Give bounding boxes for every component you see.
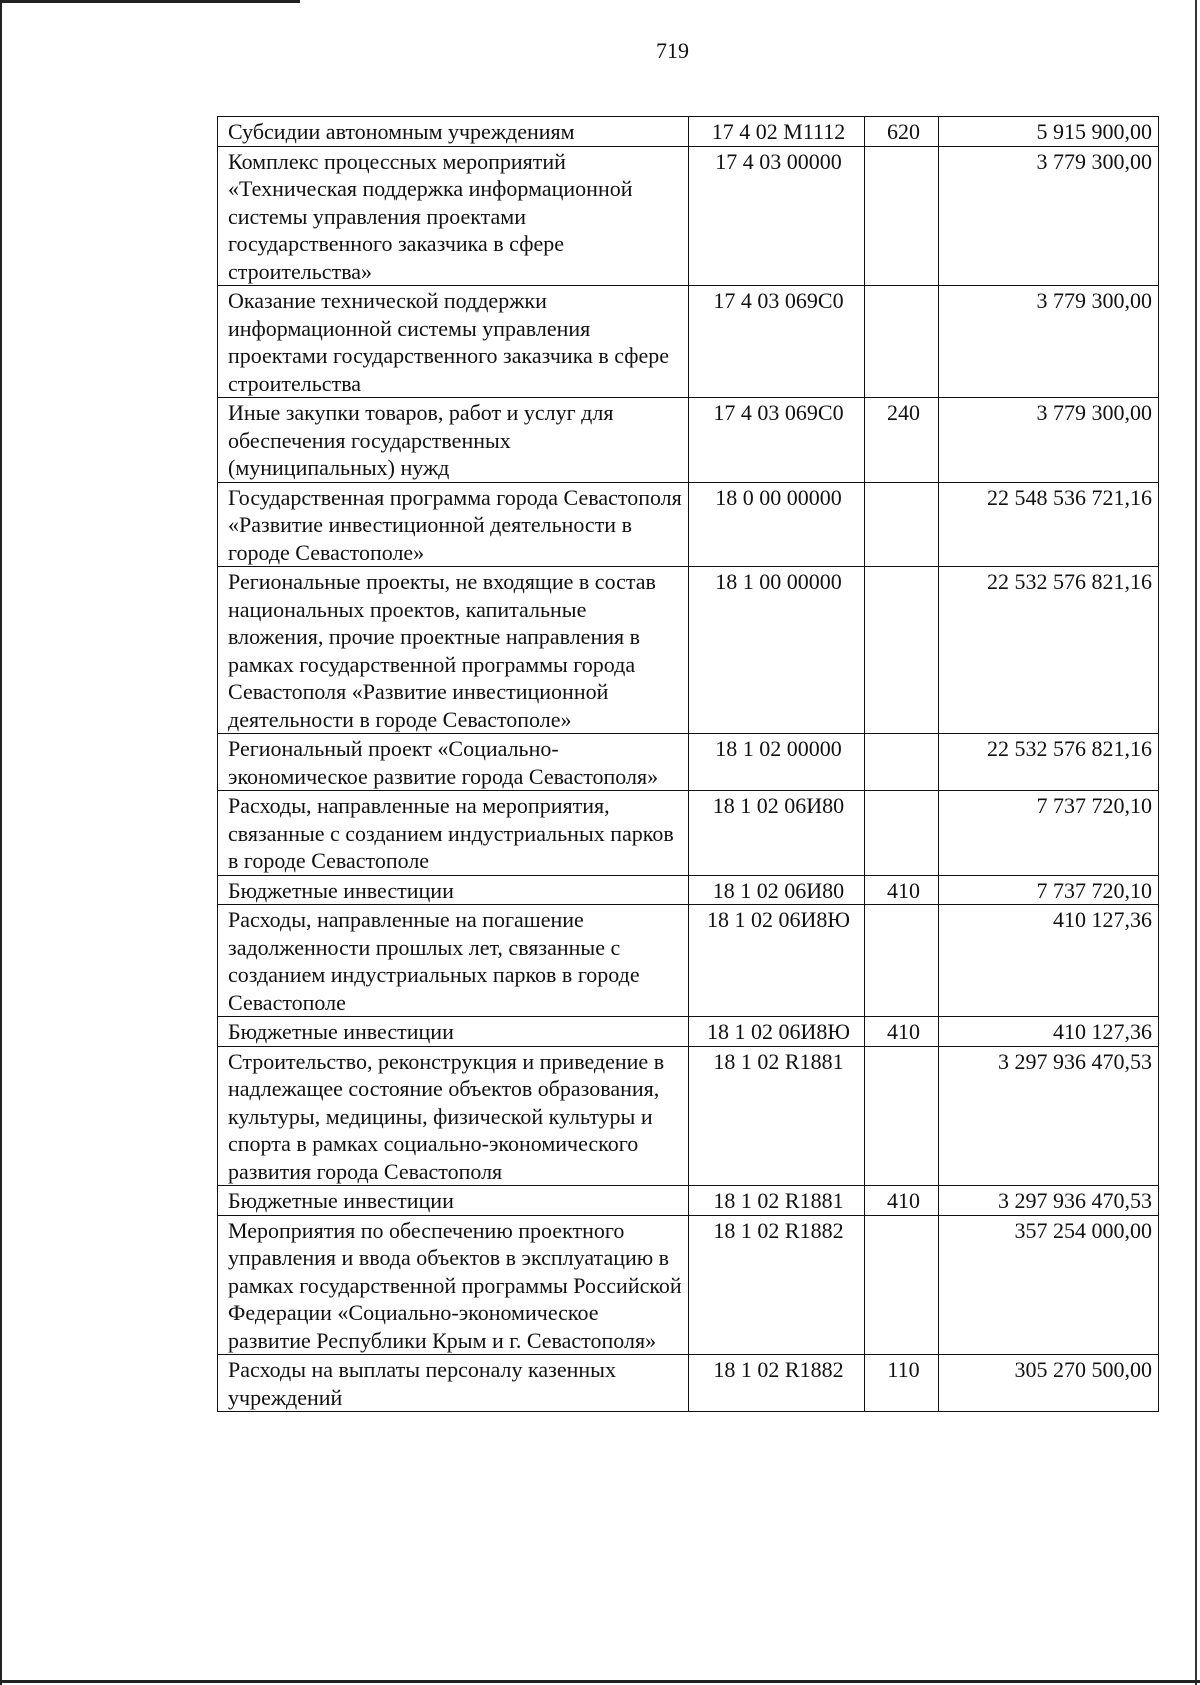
row-name-cell: Бюджетные инвестиции [218,1017,689,1047]
row-code-cell: 18 1 02 R1882 [689,1355,865,1412]
row-name-cell: Строительство, реконструкция и приведение в надлежащее состояние объектов образования, культуры, медицины, физической культуры и спорта в рамках социально-экономического развития города Севастополя [218,1046,689,1186]
table-row [218,1186,1159,1216]
scan-frame-right [1195,0,1197,1685]
row-type-cell [865,1046,939,1186]
row-code-cell: 17 4 03 00000 [689,146,865,286]
table-row [218,398,1159,483]
row-sum-cell: 3 297 936 470,53 [939,1186,1159,1216]
table-row [218,146,1159,286]
row-name-cell: Государственная программа города Севастополя «Развитие инвестиционной деятельности в городе Севастополе» [218,482,689,567]
row-type-cell: 110 [865,1355,939,1412]
row-sum-cell: 3 779 300,00 [939,146,1159,286]
row-sum-cell: 410 127,36 [939,905,1159,1017]
row-name-cell: Оказание технической поддержки информационной системы управления проектами государственного заказчика в сфере строительства [218,286,689,398]
row-type-cell: 410 [865,875,939,905]
table-row [218,286,1159,398]
row-code-cell: 18 0 00 00000 [689,482,865,567]
row-name-cell: Мероприятия по обеспечению проектного управления и ввода объектов в эксплуатацию в рамках государственной программы Российской Федерации «Социально-экономическое развитие Республики Крым и г. Севастополя» [218,1215,689,1355]
row-type-cell: 410 [865,1017,939,1047]
row-name-cell: Расходы, направленные на погашение задолженности прошлых лет, связанные с созданием индустриальных парков в городе Севастополе [218,905,689,1017]
row-code-cell: 18 1 02 06И80 [689,791,865,876]
row-name-cell: Бюджетные инвестиции [218,1186,689,1216]
row-sum-cell: 22 532 576 821,16 [939,567,1159,734]
row-name-cell: Расходы, направленные на мероприятия, связанные с созданием индустриальных парков в городе Севастополе [218,791,689,876]
row-code-cell: 17 4 03 069C0 [689,286,865,398]
row-code-cell: 18 1 02 00000 [689,734,865,791]
row-code-cell: 18 1 02 06И8Ю [689,1017,865,1047]
row-sum-cell: 5 915 900,00 [939,117,1159,147]
scan-frame-left [0,0,2,1685]
row-sum-cell: 3 779 300,00 [939,398,1159,483]
row-sum-cell: 305 270 500,00 [939,1355,1159,1412]
row-type-cell [865,286,939,398]
row-type-cell [865,1215,939,1355]
table-row [218,791,1159,876]
row-name-cell: Региональный проект «Социально-экономическое развитие города Севастополя» [218,734,689,791]
row-type-cell [865,905,939,1017]
row-code-cell: 18 1 02 06И8Ю [689,905,865,1017]
row-name-cell: Бюджетные инвестиции [218,875,689,905]
row-code-cell: 18 1 02 R1881 [689,1186,865,1216]
row-code-cell: 18 1 02 06И80 [689,875,865,905]
row-name-cell: Субсидии автономным учреждениям [218,117,689,147]
row-code-cell: 18 1 00 00000 [689,567,865,734]
table-row [218,1355,1159,1412]
row-code-cell: 17 4 02 M1112 [689,117,865,147]
row-type-cell [865,567,939,734]
row-code-cell: 17 4 03 069C0 [689,398,865,483]
row-sum-cell: 7 737 720,10 [939,791,1159,876]
budget-table [217,116,1159,1412]
row-type-cell [865,482,939,567]
table-row [218,1046,1159,1186]
row-code-cell: 18 1 02 R1881 [689,1046,865,1186]
row-type-cell [865,791,939,876]
row-type-cell: 410 [865,1186,939,1216]
row-type-cell [865,146,939,286]
row-code-cell: 18 1 02 R1882 [689,1215,865,1355]
row-name-cell: Расходы на выплаты персоналу казенных учреждений [218,1355,689,1412]
table-row [218,734,1159,791]
table-row [218,875,1159,905]
row-type-cell: 620 [865,117,939,147]
table-row [218,117,1159,147]
table-row [218,567,1159,734]
row-sum-cell: 22 532 576 821,16 [939,734,1159,791]
page-number: 719 [656,38,689,63]
row-sum-cell: 22 548 536 721,16 [939,482,1159,567]
row-type-cell [865,734,939,791]
scan-frame-bottom [0,1680,1200,1683]
scan-edge-mark [0,0,300,3]
row-sum-cell: 410 127,36 [939,1017,1159,1047]
table-row [218,905,1159,1017]
row-name-cell: Иные закупки товаров, работ и услуг для обеспечения государственных (муниципальных) нужд [218,398,689,483]
row-sum-cell: 3 297 936 470,53 [939,1046,1159,1186]
row-sum-cell: 357 254 000,00 [939,1215,1159,1355]
row-name-cell: Комплекс процессных мероприятий «Техническая поддержка информационной системы управления проектами государственного заказчика в сфере строительства» [218,146,689,286]
row-type-cell: 240 [865,398,939,483]
table-row [218,1017,1159,1047]
row-sum-cell: 7 737 720,10 [939,875,1159,905]
row-sum-cell: 3 779 300,00 [939,286,1159,398]
table-row [218,482,1159,567]
table-row [218,1215,1159,1355]
row-name-cell: Региональные проекты, не входящие в состав национальных проектов, капитальные вложения, прочие проектные направления в рамках государственной программы города Севастополя «Развитие инвестиционной деятельности в городе Севастополе» [218,567,689,734]
